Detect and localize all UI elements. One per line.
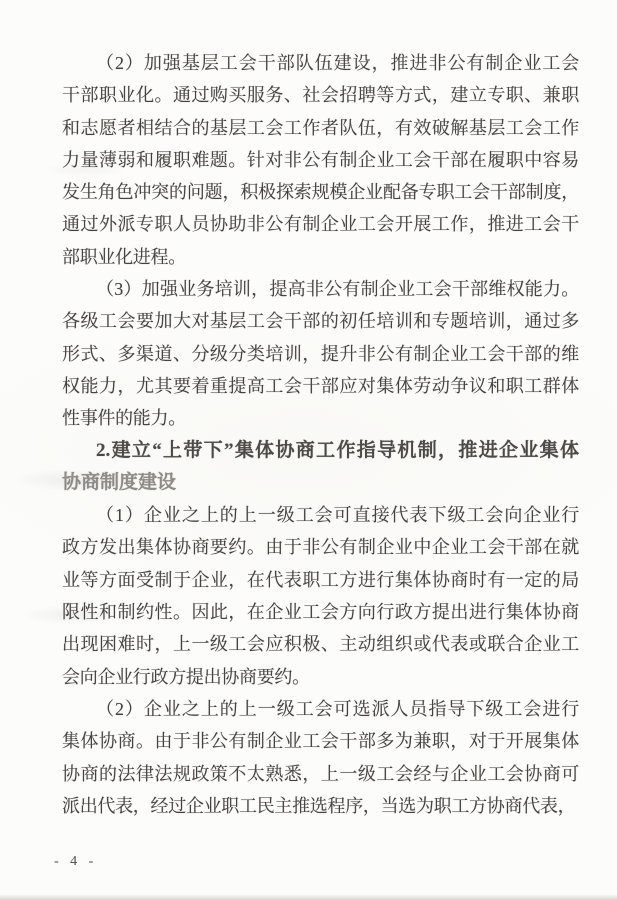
text-line: 部职业化进程。 — [62, 246, 186, 267]
text-line: （1）企业之上的上一级工会可直接代表下级工会向企业行 — [96, 505, 579, 526]
page-number: - 4 - — [54, 854, 98, 869]
text-line: （2）加强基层工会干部队伍建设，推进非公有制企业工会 — [96, 53, 579, 73]
text-line: 形式、多渠道、分级分类培训，提升非公有制企业工会干部的维 — [62, 343, 579, 364]
text-line: 发生角色冲突的问题，积极探索规模企业配备专职工会干部制度， — [62, 182, 579, 203]
text-line: 权能力，尤其要着重提高工会干部应对集体劳动争议和职工群体 — [62, 375, 579, 396]
text-line: 性事件的能力。 — [62, 408, 186, 429]
text-line: 业等方面受制于企业，在代表职工方进行集体协商时有一定的局 — [62, 569, 579, 590]
text-line: 通过外派专职人员协助非公有制企业工会开展工作，推进工会干 — [62, 214, 579, 235]
text-line: 协商的法律法规政策不太熟悉，上一级工会经与企业工会协商可 — [62, 763, 579, 784]
text-line: 限性和制约性。因此，在企业工会方向行政方提出进行集体协商 — [62, 602, 579, 623]
text-line: （3）加强业务培训，提高非公有制企业工会干部维权能力。 — [96, 279, 579, 300]
heading-line: 协商制度建设 — [62, 471, 177, 493]
text-line: 力量薄弱和履职难题。针对非公有制企业工会干部在履职中容易 — [62, 149, 579, 170]
heading-line: 2.建立“上带下”集体协商工作指导机制，推进企业集体 — [96, 439, 579, 461]
text-line: （2）企业之上的上一级工会可选派人员指导下级工会进行 — [96, 698, 579, 719]
text-line: 政方发出集体协商要约。由于非公有制企业中企业工会干部在就 — [62, 537, 579, 558]
text-line: 干部职业化。通过购买服务、社会招聘等方式，建立专职、兼职 — [62, 85, 579, 106]
document-body — [62, 47, 579, 822]
text-line: 会向企业行政方提出协商要约。 — [62, 666, 310, 687]
text-line: 集体协商。由于非公有制企业工会干部多为兼职，对于开展集体 — [62, 731, 579, 752]
text-line: 出现困难时，上一级工会应积极、主动组织或代表或联合企业工 — [62, 634, 579, 655]
text-line: 各级工会要加大对基层工会干部的初任培训和专题培训，通过多 — [62, 311, 579, 332]
text-line: 和志愿者相结合的基层工会工作者队伍，有效破解基层工会工作 — [62, 117, 579, 138]
text-line: 派出代表，经过企业职工民主推选程序，当选为职工方协商代表， — [62, 795, 576, 816]
